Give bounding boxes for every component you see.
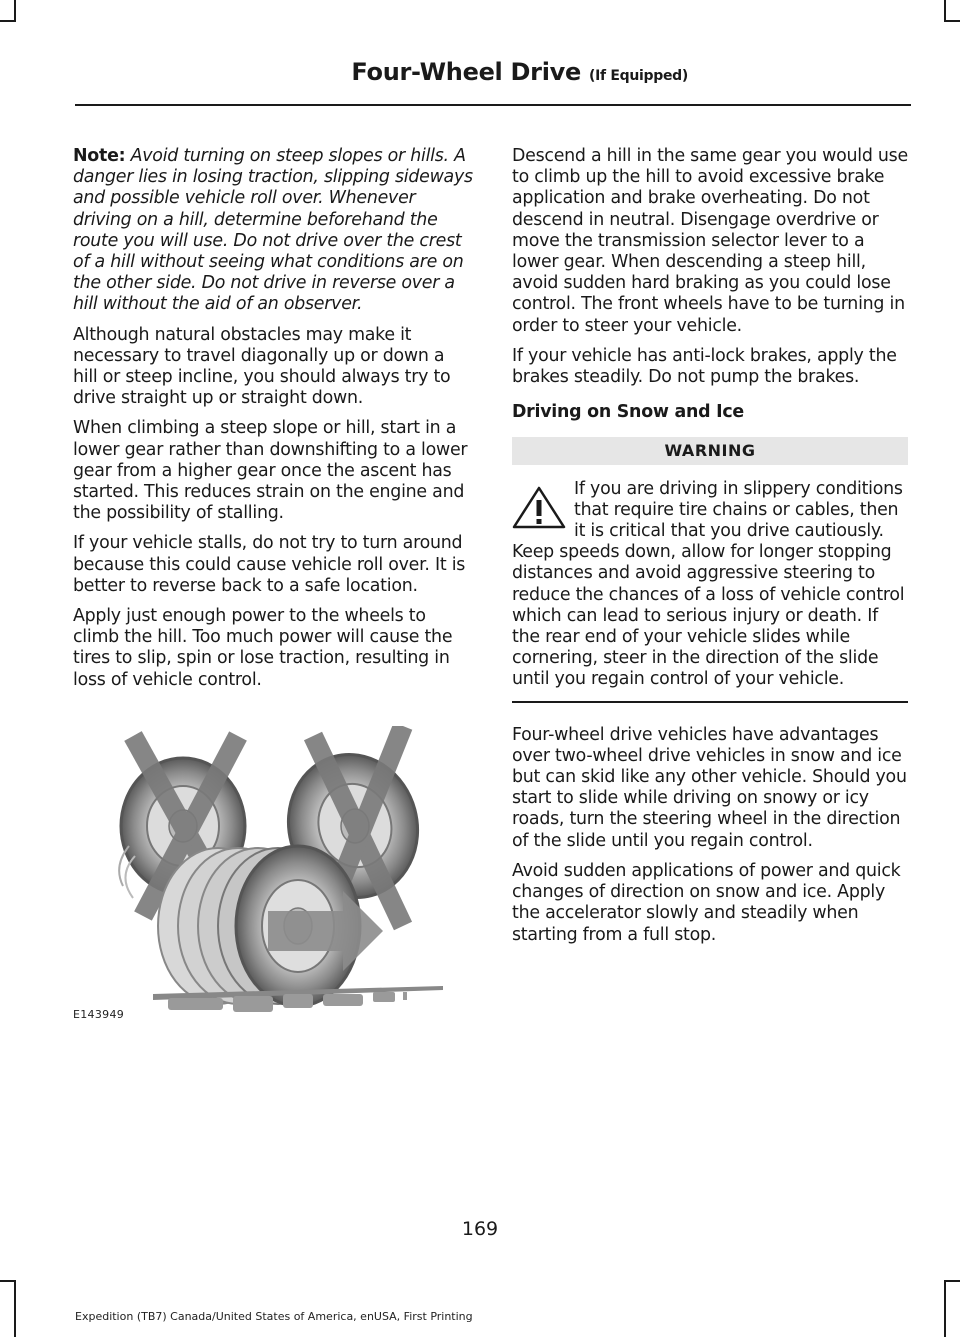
body-paragraph: Descend a hill in the same gear you would use to climb up the hill to avoid excessive brake application and brake overheating. Do not descend in neutral. Disengage overdrive or move the transmission selector lever to a lower gear. When descending a steep hill, avoid sudden hard braking as you could lose control. The front wheels have to be turning in order to steer your vehicle. [512, 146, 908, 336]
body-paragraph: When climbing a steep slope or hill, start in a lower gear rather than downshifting to a lower gear from a higher gear once the ascent has started. This reduces strain on the engine and the possibility of stalling. [73, 418, 468, 524]
header-title-text: Four-Wheel Drive [351, 58, 581, 86]
body-paragraph: Avoid sudden applications of power and quick changes of direction on snow and ice. Apply the accelerator slowly and steadily when starting from a full stop. [512, 860, 901, 945]
crop-mark [14, 1280, 16, 1337]
body-paragraph: If your vehicle stalls, do not try to turn around because this could cause vehicle roll over. It is better to reverse back to a safe location. [73, 533, 466, 596]
body-paragraph: Four-wheel drive vehicles have advantages over two-wheel drive vehicles in snow and ice but can skid like any other vehicle. Should you start to slide while driving on snowy or icy roads, turn the steering wheel in the direction of the slide until you regain control. [512, 724, 907, 851]
crop-mark [944, 1280, 946, 1337]
page-number: 169 [461, 1218, 499, 1240]
note-label: Note: [73, 146, 126, 166]
crop-mark [14, 0, 16, 22]
page-header-title [351, 58, 688, 86]
warning-box [512, 479, 908, 691]
body-paragraph: Although natural obstacles may make it necessary to travel diagonally up or down a hill or steep incline, you should always try to drive straight up or straight down. [73, 324, 451, 409]
warning-triangle-icon [512, 485, 566, 529]
header-rule [75, 104, 911, 106]
header-title-suffix: (If Equipped) [589, 68, 688, 84]
note-text: Avoid turning on steep slopes or hills. A danger lies in losing traction, slipping sideways and possible vehicle roll over. Whenever driving on a hill, determine beforehand the route you will use. Do not drive over the crest of a hill without seeing what conditions are on the other side. Do not drive in reverse over a hill without the aid of an observer. [73, 146, 473, 315]
illustration-code: E143949 [73, 1008, 125, 1021]
note-paragraph [73, 146, 473, 316]
crop-mark [0, 20, 16, 22]
crop-mark [0, 1280, 16, 1282]
body-paragraph: If your vehicle has anti-lock brakes, apply the brakes steadily. Do not pump the brakes. [512, 345, 897, 388]
warning-header: WARNING [512, 437, 908, 464]
footer-text: Expedition (TB7) Canada/United States of America, enUSA, First Printing [75, 1310, 473, 1323]
body-paragraph: Apply just enough power to the wheels to climb the hill. Too much power will cause the tires to slip, spin or lose traction, resulting in loss of vehicle control. [73, 606, 453, 690]
crop-mark [944, 1280, 960, 1282]
crop-mark [944, 0, 946, 22]
crop-mark [944, 20, 960, 22]
warning-text: If you are driving in slippery conditions that require tire chains or cables, then it is critical that you drive cautiously. Keep speeds down, allow for longer stopping distances and avoid aggressive steering to reduce the chances of a loss of vehicle control which can lead to serious injury or death. If the rear end of your vehicle slides while cornering, steer in the direction of the slide until you regain control of your vehicle. [512, 478, 905, 690]
right-column [512, 146, 908, 955]
left-column [73, 146, 473, 700]
hill-driving-illustration [73, 726, 443, 1022]
tires-illustration [73, 726, 443, 1016]
section-heading: Driving on Snow and Ice [512, 402, 744, 423]
warning-bottom-rule [512, 701, 908, 703]
